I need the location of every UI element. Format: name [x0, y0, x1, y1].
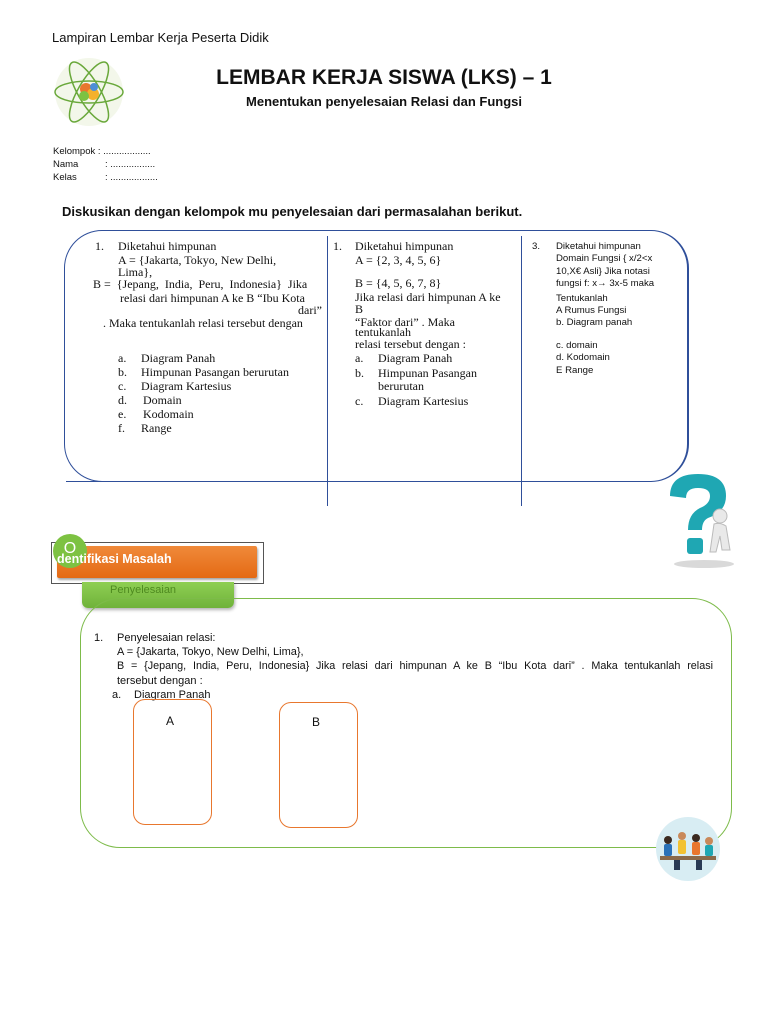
problem2-relation-4: tentukanlah	[355, 325, 411, 339]
kelas-label: Kelas	[53, 172, 77, 183]
problem1-list	[118, 352, 289, 435]
problem1-relation-2: dari”	[298, 303, 322, 317]
nama-value: : .................	[105, 159, 156, 170]
solution-sub-mark: a.	[112, 689, 122, 701]
problem1-head: Diketahui himpunan	[118, 239, 217, 253]
problem2-relation-2: B	[355, 302, 364, 316]
list-item: a. Diagram Panah	[355, 351, 453, 365]
column-divider	[327, 236, 328, 506]
set-b-label: B	[312, 715, 321, 729]
problem1-setB: B = {Jepang, India, Peru, Indonesia} Jika	[93, 277, 308, 291]
identifikasi-label: dentifikasi Masalah	[57, 552, 172, 566]
list-item: b. Himpunan Pasangan	[355, 366, 477, 380]
page-subtitle: Menentukan penyelesaian Relasi dan Fungsi	[246, 94, 522, 109]
solution-tail: tersebut dengan :	[117, 675, 203, 687]
divider-line	[66, 481, 632, 482]
solution-num: 1.	[94, 632, 104, 644]
problem1-setA-1: A = {Jakarta, Tokyo, New Delhi,	[118, 253, 277, 267]
list-item: f. Range	[118, 421, 172, 435]
nama-field[interactable]	[53, 159, 155, 170]
problem1-relation-3: . Maka tentukanlah relasi tersebut dengan	[103, 316, 303, 330]
group-discussion-illustration	[650, 816, 726, 882]
kelompok-value: ..................	[103, 146, 151, 157]
set-a-label: A	[166, 714, 175, 728]
kelas-value: : ..................	[105, 172, 158, 183]
question-mark-icon	[660, 470, 742, 570]
problem2-head: Diketahui himpunan	[355, 239, 454, 253]
column-divider	[521, 236, 522, 506]
section-marker-icon: O	[53, 534, 87, 568]
problem2-setB: B = {4, 5, 6, 7, 8}	[355, 276, 442, 290]
list-item: d. Domain	[118, 393, 182, 407]
kelas-field[interactable]	[53, 172, 158, 183]
problem2-list	[355, 352, 477, 408]
problem2-setA: A = {2, 3, 4, 5, 6}	[355, 253, 442, 267]
list-item: b. Himpunan Pasangan berurutan	[118, 365, 289, 379]
problem1-setA-2: Lima},	[118, 265, 153, 279]
page-title: LEMBAR KERJA SISWA (LKS) – 1	[216, 66, 552, 89]
list-item: c. Diagram Kartesius	[355, 394, 469, 408]
penyelesaian-tab-label: Penyelesaian	[110, 584, 177, 596]
kelompok-label: Kelompok :	[53, 146, 101, 157]
problem1-num: 1.	[95, 239, 104, 253]
list-item: berurutan	[378, 379, 424, 393]
problem1-relation-1: relasi dari himpunan A ke B “Ibu Kota	[120, 291, 305, 305]
kelompok-field[interactable]	[53, 146, 151, 157]
solution-head: Penyelesaian relasi:	[117, 632, 216, 644]
top-note: Lampiran Lembar Kerja Peserta Didik	[52, 30, 269, 45]
solution-setA: A = {Jakarta, Tokyo, New Delhi, Lima},	[117, 646, 304, 658]
problem3-body: Diketahui himpunan Domain Fungsi { x/2<x 10,X€ Asli} Jika notasi fungsi f: x→ 3x-5 maka Tentukanlah A Rumus Fungsi b. Diagram panah c. domain d. Kodomain E Range	[556, 241, 655, 376]
instruction-text: Diskusikan dengan kelompok mu penyelesaian dari permasalahan berikut.	[62, 204, 523, 219]
problem2-relation-5: relasi tersebut dengan :	[355, 337, 466, 351]
problem2-relation-1: Jika relasi dari himpunan A ke	[355, 290, 501, 304]
list-item: a. Diagram Panah	[118, 351, 216, 365]
problem3-num: 3.	[532, 241, 541, 252]
problem2-num: 1.	[333, 239, 342, 253]
solution-sub-text: Diagram Panah	[134, 689, 211, 701]
nama-label: Nama	[53, 159, 79, 170]
list-item: c. Diagram Kartesius	[118, 379, 232, 393]
solution-setB: B = {Jepang, India, Peru, Indonesia} Jika relasi dari himpunan A ke B “Ibu Kota dari” . Maka tentukanlah relasi	[117, 660, 713, 672]
list-item: e. Kodomain	[118, 407, 194, 421]
problem2-relation-3: “Faktor dari” . Maka	[355, 315, 455, 329]
